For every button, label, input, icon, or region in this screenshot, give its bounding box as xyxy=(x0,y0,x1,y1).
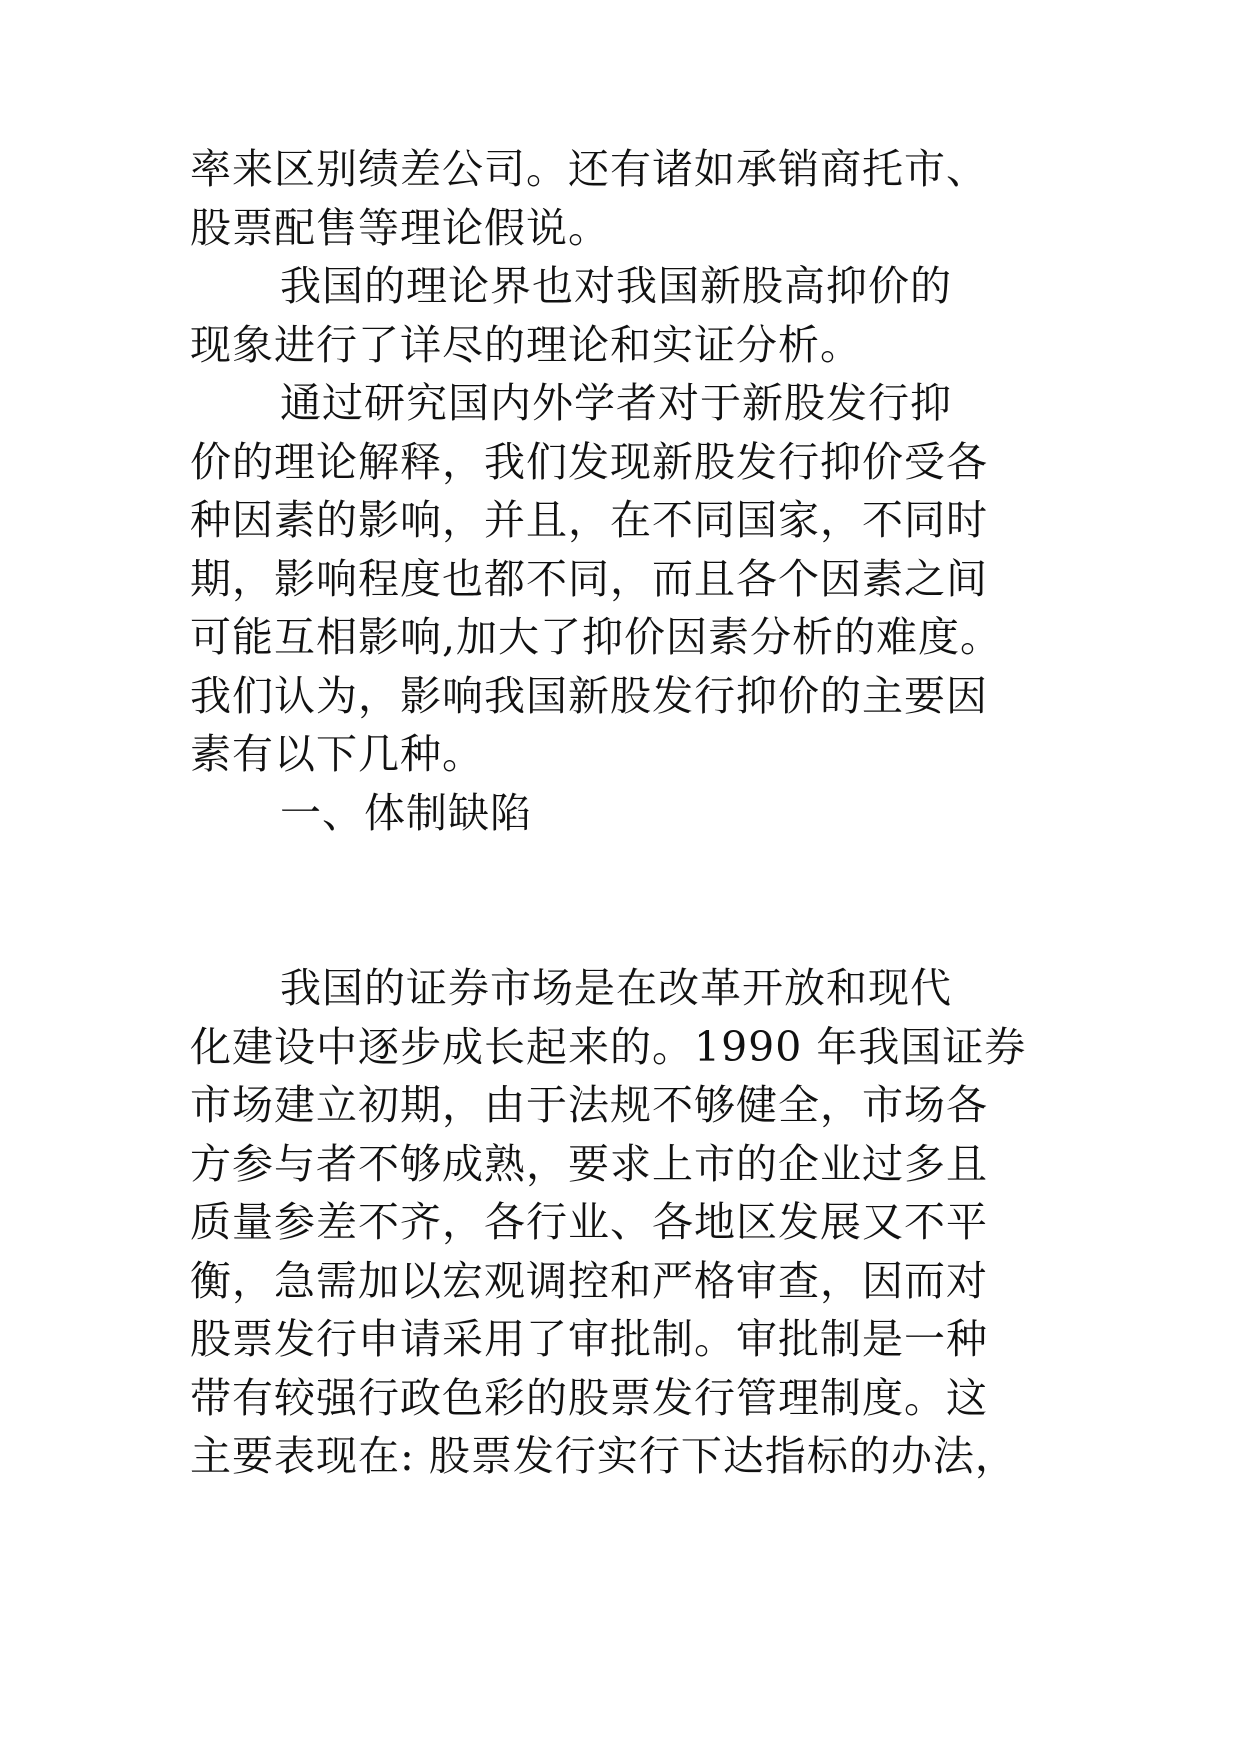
paragraph-line: 方参与者不够成熟，要求上市的企业过多且 xyxy=(190,1139,988,1188)
paragraph-line: 我国的证券市场是在改革开放和现代 xyxy=(280,964,952,1012)
paragraph-3 xyxy=(190,374,1070,784)
paragraph-line: 素有以下几种。 xyxy=(190,730,484,778)
paragraph-line: 种因素的影响，并且，在不同国家，不同时 xyxy=(190,496,988,544)
paragraph-line: 我国的理论界也对我国新股高抑价的 xyxy=(280,262,952,310)
paragraph-line: 可能互相影响,加大了抑价因素分析的难度。 xyxy=(190,613,1003,661)
section-spacer xyxy=(190,842,1070,959)
paragraph-line: 通过研究国内外学者对于新股发行抑 xyxy=(280,379,952,427)
paragraph-line: 期，影响程度也都不同，而且各个因素之间 xyxy=(190,554,988,603)
paragraph-2 xyxy=(190,257,1070,374)
paragraph-line: 质量参差不齐，各行业、各地区发展又不平 xyxy=(190,1198,988,1246)
paragraph-4 xyxy=(190,959,1070,1486)
document-body xyxy=(190,140,1070,1486)
paragraph-1 xyxy=(190,140,1070,257)
paragraph-line: 价的理论解释，我们发现新股发行抑价受各 xyxy=(190,437,988,486)
paragraph-line: 率来区别绩差公司。还有诸如承销商托市、 xyxy=(190,145,988,193)
section-heading: 一、体制缺陷 xyxy=(280,788,532,837)
paragraph-line: 股票发行申请采用了审批制。审批制是一种 xyxy=(190,1315,988,1363)
paragraph-line: 带有较强行政色彩的股票发行管理制度。这 xyxy=(190,1373,988,1422)
paragraph-line: 我们认为，影响我国新股发行抑价的主要因 xyxy=(190,671,988,720)
paragraph-line: 衡，急需加以宏观调控和严格审查，因而对 xyxy=(190,1256,988,1305)
paragraph-line: 现象进行了详尽的理论和实证分析。 xyxy=(190,320,862,369)
paragraph-line: 股票配售等理论假说。 xyxy=(190,203,610,252)
paragraph-line: 主要表现在: 股票发行实行下达指标的办法， xyxy=(190,1432,1017,1480)
paragraph-line: 化建设中逐步成长起来的。1990 年我国证券 xyxy=(190,1022,1027,1071)
paragraph-line: 市场建立初期，由于法规不够健全，市场各 xyxy=(190,1081,988,1129)
